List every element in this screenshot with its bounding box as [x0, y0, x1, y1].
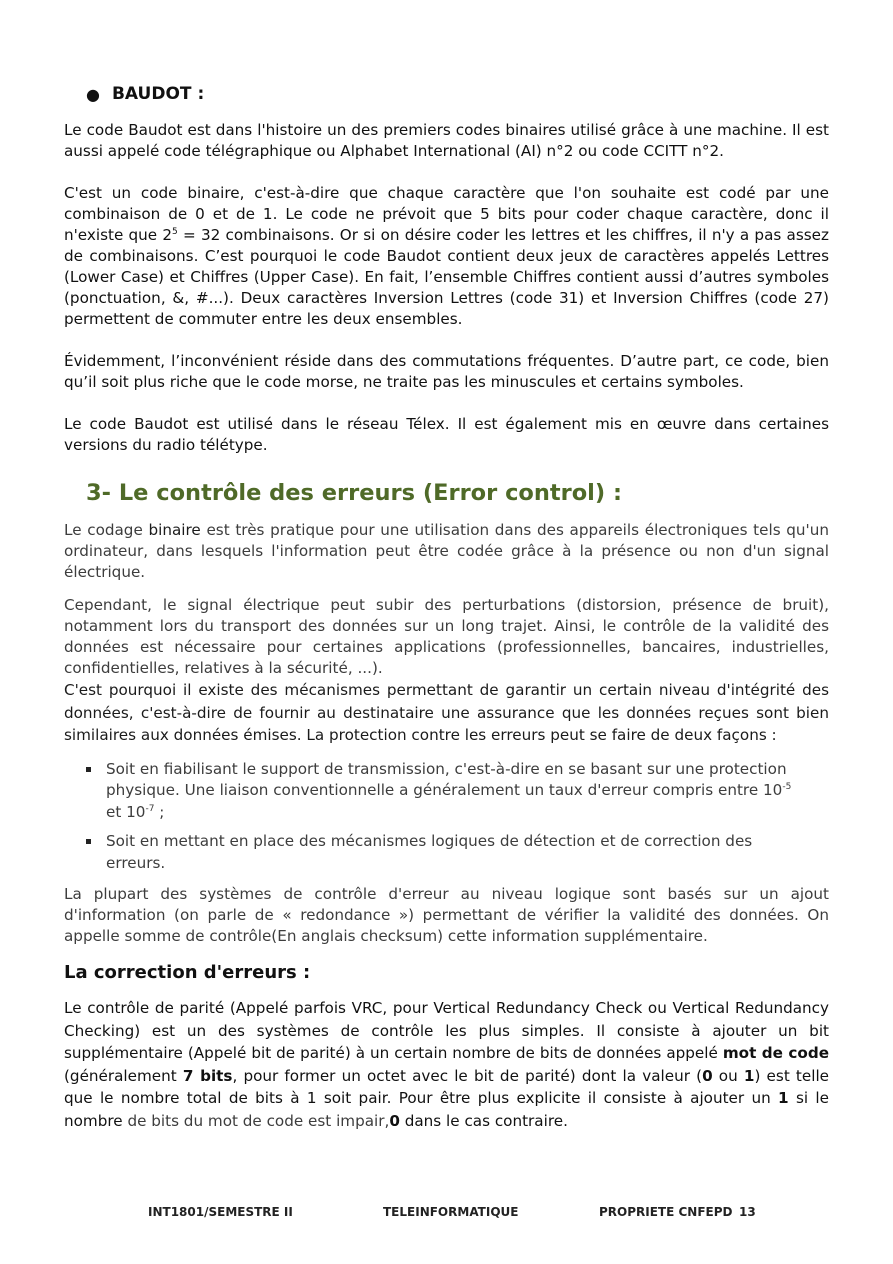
footer-subject: TELEINFORMATIQUE [383, 1205, 519, 1219]
square-bullet-icon [86, 767, 91, 772]
error-control-paragraph-4: La plupart des systèmes de contrôle d'erreur au niveau logique sont basés sur un ajout d'information (on parle de « redondance ») permettant de vérifier la validité des données. On appelle somme de contrôle(En anglais checksum) cette information supplémentaire. [64, 885, 829, 945]
error-control-title: 3- Le contrôle des erreurs (Error control) : [86, 480, 623, 506]
corr-part-f: si le nombre [64, 1089, 829, 1130]
bullet-2-text: Soit en mettant en place des mécanismes logiques de détection et de correction des erreurs. [106, 832, 753, 872]
corr-zero: 0 [702, 1066, 713, 1085]
document-page [64, 84, 829, 1132]
baudot-heading [86, 84, 829, 104]
corr-mot-de-code: mot de code [722, 1044, 830, 1062]
corr-part-c: , pour former un octet avec le bit de parité) dont la valeur ( [232, 1066, 703, 1085]
bullet-dot-icon: ● [86, 84, 100, 104]
bullet-1-part-c: ; [154, 802, 165, 821]
corr-part-b: (généralement [64, 1066, 183, 1085]
corr-part-a: Le contrôle de parité (Appelé parfois VRC, pour Vertical Redundancy Check ou Vertical Redundancy Checking) est un des systèmes de contrôle les plus simples. Il consiste à ajouter un bit supplémentaire (Appelé bit de parité) à un certain nombre de bits de données appelé [64, 999, 829, 1062]
corr-one-add: 1 [778, 1089, 789, 1107]
ec-p1-part-a: Le codage [64, 521, 149, 539]
baudot-paragraph-3: Évidemment, l’inconvénient réside dans des commutations fréquentes. D’autre part, ce code, bien qu’il soit plus riche que le code morse, ne traite pas les minuscules et certains symboles. [64, 352, 829, 391]
corr-part-h: dans le cas contraire. [399, 1111, 568, 1130]
baudot-paragraph-2 [64, 183, 829, 330]
baudot-paragraph-4: Le code Baudot est utilisé dans le réseau Télex. Il est également mis en œuvre dans certaines versions du radio télétype. [64, 415, 829, 454]
square-bullet-icon [86, 839, 91, 844]
correction-paragraph [64, 997, 829, 1132]
page-footer [148, 1205, 768, 1221]
footer-course: INT1801/SEMESTRE II [148, 1205, 293, 1219]
baudot-paragraph-1: Le code Baudot est dans l'histoire un des premiers codes binaires utilisé grâce à une machine. Il est aussi appelé code télégraphique ou Alphabet International (AI) n°2 ou code CCITT n°2. [64, 121, 829, 160]
footer-page-number: 13 [739, 1205, 756, 1219]
baudot-p2-part-b: = 32 combinaisons. Or si on désire coder les lettres et les chiffres, il n'y a pas assez de combinaisons. C’est pourquoi le code Baudot contient deux jeux de caractères appelés Lettres (Lower Case) et Chiffres (Upper Case). En fait, l’ensemble Chiffres contient aussi d’autres symboles (ponctuation, &, #...). Deux caractères Inversion Lettres (code 31) et Inversion Chiffres (code 27) permettent de commuter entre les deux ensembles. [64, 226, 829, 328]
ec-p1-part-b: est très pratique pour une utilisation dans des appareils électroniques tels qu'un ordinateur, dans lesquels l'information peut être codée grâce à la présence ou non d'un signal électrique. [64, 521, 829, 581]
bullet-1-part-b: et 10 [106, 802, 146, 821]
corr-one: 1 [743, 1066, 755, 1085]
bullet-1-part-a: Soit en fiabilisant le support de transmission, c'est-à-dire en se basant sur une protection physique. Une liaison conventionnelle a généralement un taux d'erreur compris entre 10 [106, 759, 787, 799]
corr-part-d: ou [712, 1066, 744, 1085]
footer-owner: PROPRIETE CNFEPD [599, 1205, 733, 1219]
corr-part-g: de bits du mot de code est impair, [127, 1111, 390, 1130]
bullet-1-exponent-2: -7 [145, 803, 155, 814]
corr-part-e: ) est telle que le nombre total de bits à 1 soit pair. Pour être plus explicite il consiste à ajouter un [64, 1066, 830, 1107]
list-item [64, 759, 796, 824]
corr-7-bits: 7 bits [182, 1066, 233, 1085]
protection-methods-list [64, 759, 829, 875]
bullet-1-exponent-1: -5 [782, 782, 792, 792]
error-control-paragraph-3: C'est pourquoi il existe des mécanismes permettant de garantir un certain niveau d'intégrité des données, c'est-à-dire de fournir au destinataire une assurance que les données reçues sont bien similaires aux données émises. La protection contre les erreurs peut se faire de deux façons : [64, 681, 829, 744]
baudot-heading-text: BAUDOT : [111, 84, 205, 104]
ec-p1-binaire: binaire [148, 521, 201, 539]
error-control-paragraph-2: Cependant, le signal électrique peut subir des perturbations (distorsion, présence de bruit), notamment lors du transport des données sur un long trajet. Ainsi, le contrôle de la validité des données est nécessaire pour certaines applications (professionnelles, bancaires, industrielles, confidentielles, relatives à la sécurité, ...). [64, 596, 829, 677]
error-control-paragraph-1 [64, 520, 829, 583]
corr-zero-else: 0 [389, 1111, 400, 1130]
list-item [64, 831, 796, 874]
baudot-p2-part-a: C'est un code binaire, c'est-à-dire que chaque caractère que l'on souhaite est codé par une combinaison de 0 et de 1. Le code ne prévoit que 5 bits pour coder chaque caractère, donc il n'existe que 2 [64, 184, 829, 244]
correction-title: La correction d'erreurs : [64, 962, 311, 983]
baudot-p2-exponent: 5 [172, 227, 178, 237]
